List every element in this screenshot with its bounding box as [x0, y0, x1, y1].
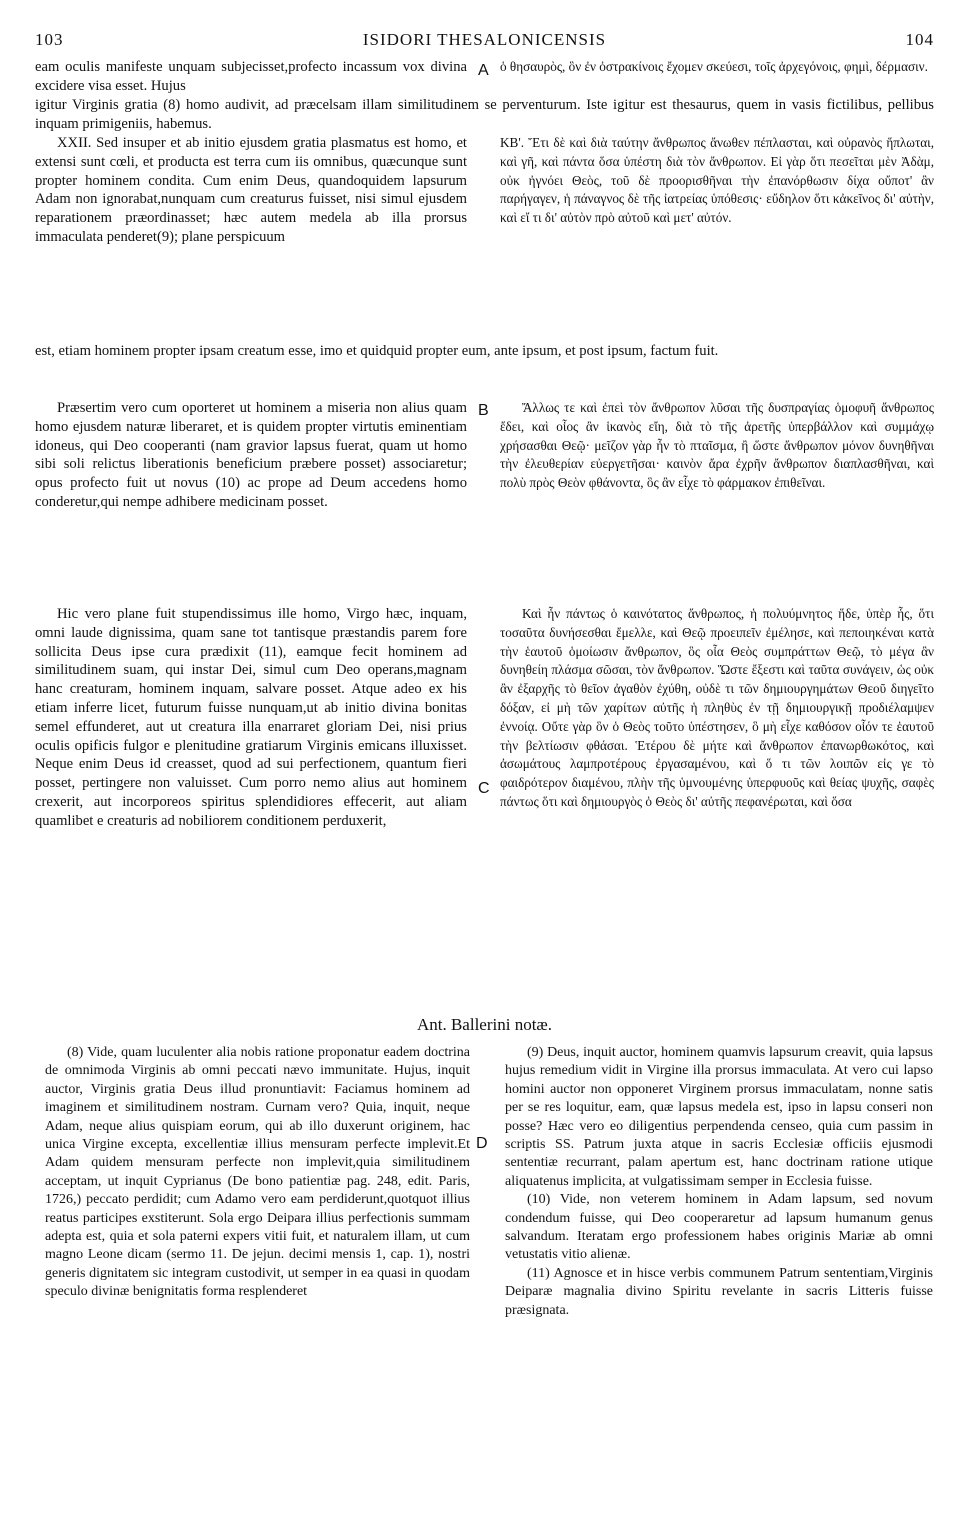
margin-marker-b: B [478, 402, 489, 419]
margin-marker-a: A [478, 62, 489, 79]
note-10: (10) Vide, non veterem hominem in Adam lapsum, sed novum condendum fuisse, qui Deo cooperaretur ad lapsum humanum genus salvandum. Iteratam ergo professionem habes originis Mariæ ab omni vetustatis vitio alienæ. [505, 1192, 933, 1263]
greek-paragraph-3 [500, 605, 934, 812]
notes-left-column [45, 1044, 470, 1302]
latin-paragraph-2 [35, 399, 467, 512]
page-number-right: 104 [905, 30, 934, 49]
notes-heading: Ant. Ballerini notæ. [416, 1015, 553, 1034]
page-number-left: 103 [35, 30, 64, 49]
notes-right-column [505, 1044, 933, 1320]
latin-p3: Hic vero plane fuit stupendissimus ille homo, Virgo hæc, inquam, omni laude dignissima, quam sane tot tantisque præstandis parem fore sollicita Deus ipse cura prædixit (11), eamque fecit hominem ad similitudinem suam, qui instar Dei, simul cum Deo operans,magnam hanc creaturam, hominem inquam, salvare posset. Atque adeo ex his etiam inferre licet, futurum fuisse nunquam,ut ab initio divina bonitas semel effunderet, aut ut creatura illa enarraret gloriam Dei, nisi prius oculis opificis fulgor e plenitudine gratiarum Virginis emicans illuxisset. Neque enim Deus id creasset, quod ad sui perfectionem, quantum fieri posset, pertingere non valuisset. Cum porro nemo alius aut hominem crexerit, aut incorporeos spiritus splendidiores effecerit, aut aliam quamlibet e creaturis ad nobiliorem conditionem perduxerit, [35, 606, 467, 829]
greek-section-kb [500, 134, 934, 228]
running-header [35, 30, 934, 56]
greek-paragraph-2 [500, 399, 934, 493]
latin-xxii-paragraph: XXII. Sed insuper et ab initio ejusdem gratia plasmatus est homo, et extensi sunt cœli, et producta est terra cum iis omnibus, quæcunque sunt propter hominem condita. Cum enim Deus, quandoquidem lapsurum Adam non ignorabat,nunquam cum creaturus fuisset, nisi simul ejusdem reparationem præordinasset; hæc autem medela ab illa prorsus immaculata penderet(9); plane perspicuum [35, 135, 467, 245]
greek-top: ὁ θησαυρὸς, ὃν ἐν ὀστρακίνοις ἔχομεν σκεύεσι, τοῖς ἀρχεγόνοις, φημὶ, δέρμασιν. [500, 59, 928, 74]
latin-top: eam oculis manifeste unquam subjecisset,profecto incassum vox divina excidere visa esset. Hujus [35, 59, 467, 94]
greek-kb-paragraph: ΚΒ'. Ἔτι δὲ καὶ διὰ ταύτην ἄνθρωπος ἄνωθεν πέπλασται, καὶ οὐρανὸς ἥπλωται, καὶ γῆ, καὶ πάντα ὅσα ὑπέστη διὰ τὸν ἄνθρωπον. Εἰ γὰρ ὅτι πεσεῖται μὲν Ἀδὰμ, οὐκ ἠγνόει Θεὸς, τοῦ δὲ προορισθῆναι τὴν ἐπανόρθωσιν δίχα οὔποτ' ἂν παρήγαγεν, ἡ πάναγνος δὲ τῆς ἰατρείας ὑπόθεσις· εὔδηλον ὅτι κἀκεῖνος δι' αὐτὴν, καὶ εἴ τι δι' αὐτὸν πρὸ αὐτοῦ καὶ μετ' αὐτόν. [500, 135, 934, 226]
note-9: (9) Deus, inquit auctor, hominem quamvis lapsurum creavit, quia lapsus hujus remedium vidit in Virgine illa prorsus immaculata. At vero cui lapso homini auctor non opponeret Virginem prorsus immaculatam, nonne satis per se res loquitur, eam, quæ lapsus medela est, ipso in lapsu conseri non posse? Hæc vero eo diligentius perpendenda censeo, quia cum passim in scriptis SS. Patrum juxta atque in sacris Ecclesiæ officiis ejusmodi sententiæ recurrant, palam apertum est, hanc doctrinam ratione utique aliquatenus implicita, at vulgatissimam semper in Ecclesia fuisse. [505, 1045, 933, 1189]
latin-full-2: est, etiam hominem propter ipsam creatum esse, imo et quidquid propter eum, ante ipsum, et post ipsum, factum fuit. [35, 343, 719, 359]
note-8: (8) Vide, quam luculenter alia nobis ratione proponatur eadem doctrina de omnimoda Virginis ab omni peccati nævo immunitate. Hujus, inquit auctor, Virginis gratia Deus illud pronuntiavit: Faciamus hominem ad imaginem et similitudinem nostram. Curnam vero? Quia, inquit, neque Adam, neque alius quispiam eorum, qui ab illo duxerunt originem, hac unica Virgine excepta, excellentiæ illius mensuram perfecte implevit.Et Adam quidem mensuram perfecte non implevit,quia similitudinem acceptam, ut inquit Cyprianus (De bono patientiæ pag. 248, edit. Paris, 1726,) peccato perdidit; cum Adamo vero eam perdiderunt,quotquot illius reatus participes exstiterunt. Sola ergo Deipara illius perfectionis summam adepta est, quia et sola paterni expers vitii fuit, et naturalem illam, ut cum magno Leone dicam (sermo 11. De jejun. decimi mensis 1, cap. 1), nostri generis dignitatem sic integram custodivit, ut semper in ea quasi in quodam speculo divinæ benignitatis forma resplenderet [45, 1045, 470, 1300]
greek-p3: Καὶ ἦν πάντως ὁ καινότατος ἄνθρωπος, ἡ πολυύμνητος ἥδε, ὑπὲρ ἧς, ὅτι τοσαῦτα δυνήσεσθαι ἔμελλε, καὶ Θεῷ προειπεῖν ἐμέλησε, καὶ πεποιηκέναι κατὰ τὴν ἑαυτοῦ ὁμοίωσιν ἄνθρωπον, ὃς οἷα Θεὸς συμπράττων Θεῷ, τὸ μέγα ἂν δυνηθείη πλάσμα σῶσαι, τὸν ἄνθρωπον. Ὥστε ἔξεστι καὶ ταῦτα συνάγειν, ὡς οὐκ ἂν ἐξαρχῆς τὸ θεῖον ἀγαθὸν ἐχύθη, οὐδὲ τι τῶν δημιουργημάτων Θεοῦ διηγεῖτο δόξαν, εἰ μὴ τῶν χαρίτων αὐτῆς ἡ πληθὺς ἐν τῇ δημιουργικῇ προδιέλαμψεν ἐννοίᾳ. Οὔτε γὰρ ὃν ὁ Θεὸς τοῦτο ὑπέστησεν, ὃ μὴ εἶχε καθόσον οἷόν τε ἑαυτοῦ τὴν βελτίωσιν φθάσαι. Ἑτέρου δὲ μήτε καὶ ἄνθρωπον ἐπανωρθωκότος, καὶ ἀσωμάτους λαμπροτέρους ἐργασαμένου, καὶ ὅ τι τῶν λοιπῶν εἰς γε τὸ φαιδρότερον διαμένου, πλὴν τῆς ὑμνουμένης ὑπερφυοῦς καὶ θείας ψυχῆς, σαφὲς πάντως ὅτι καὶ δημιουργὸς ὁ Θεὸς δι' αὐτῆς πεφανέρωται, καὶ ὅσα [500, 606, 934, 809]
greek-p2: Ἄλλως τε καὶ ἐπεὶ τὸν ἄνθρωπον λῦσαι τῆς δυσπραγίας ὁμοφυῆ ἄνθρωπος ἔδει, καὶ οἷος ἂν ἱκανὸς εἴη, διὰ τὸ τῆς ἀρετῆς ὑπερβάλλον καὶ συμμάχῳ χρήσασθαι Θεῷ· μεῖζον γὰρ ἦν τὸ πταῖσμα, ἢ ὥστε ἄνθρωπον μόνον δυνηθῆναι τὴν ἐλευθερίαν εὐεργετῆσαι· καινὸν ἄρα ἐχρῆν ἄνθρωπον διαπλασθῆναι, καὶ πολὺ πρὸς Θεὸν φθάνοντα, ὃς ἂν εἶχε τὸ φάρμακον ἐπιθεῖναι. [500, 400, 934, 491]
margin-marker-c: C [478, 780, 490, 797]
note-11: (11) Agnosce et in hisce verbis communem Patrum sententiam,Virginis Deiparæ magnalia divino Spiritu revelante in sacris Litteris fuisse præsignata. [505, 1265, 933, 1318]
latin-section-xxii [35, 134, 467, 247]
margin-marker-d: D [476, 1135, 488, 1152]
latin-full-1: igitur Virginis gratia (8) homo audivit, ad præcelsam illam similitudinem se perventurum. Iste igitur est thesaurus, quem in vasis fictilibus, pellibus inquam primigeniis, habemus. [35, 97, 934, 132]
latin-p2: Præsertim vero cum oporteret ut hominem a miseria non alius quam homo ejusdem naturæ liberaret, et is quidem propter virtutis eminentiam idoneus, qui Deo cooperanti (nam gravior lapsus fuerat, quam ut homo sibi soli relictus liberationis beneficium præbere posset) associaretur; opus profecto fuit ut novus (10) ac prope ad Deum accedens homo conderetur,qui nempe adhibere medicinam posset. [35, 400, 467, 510]
latin-paragraph-3 [35, 605, 467, 831]
running-title: ISIDORI THESALONICENSIS [362, 30, 607, 49]
